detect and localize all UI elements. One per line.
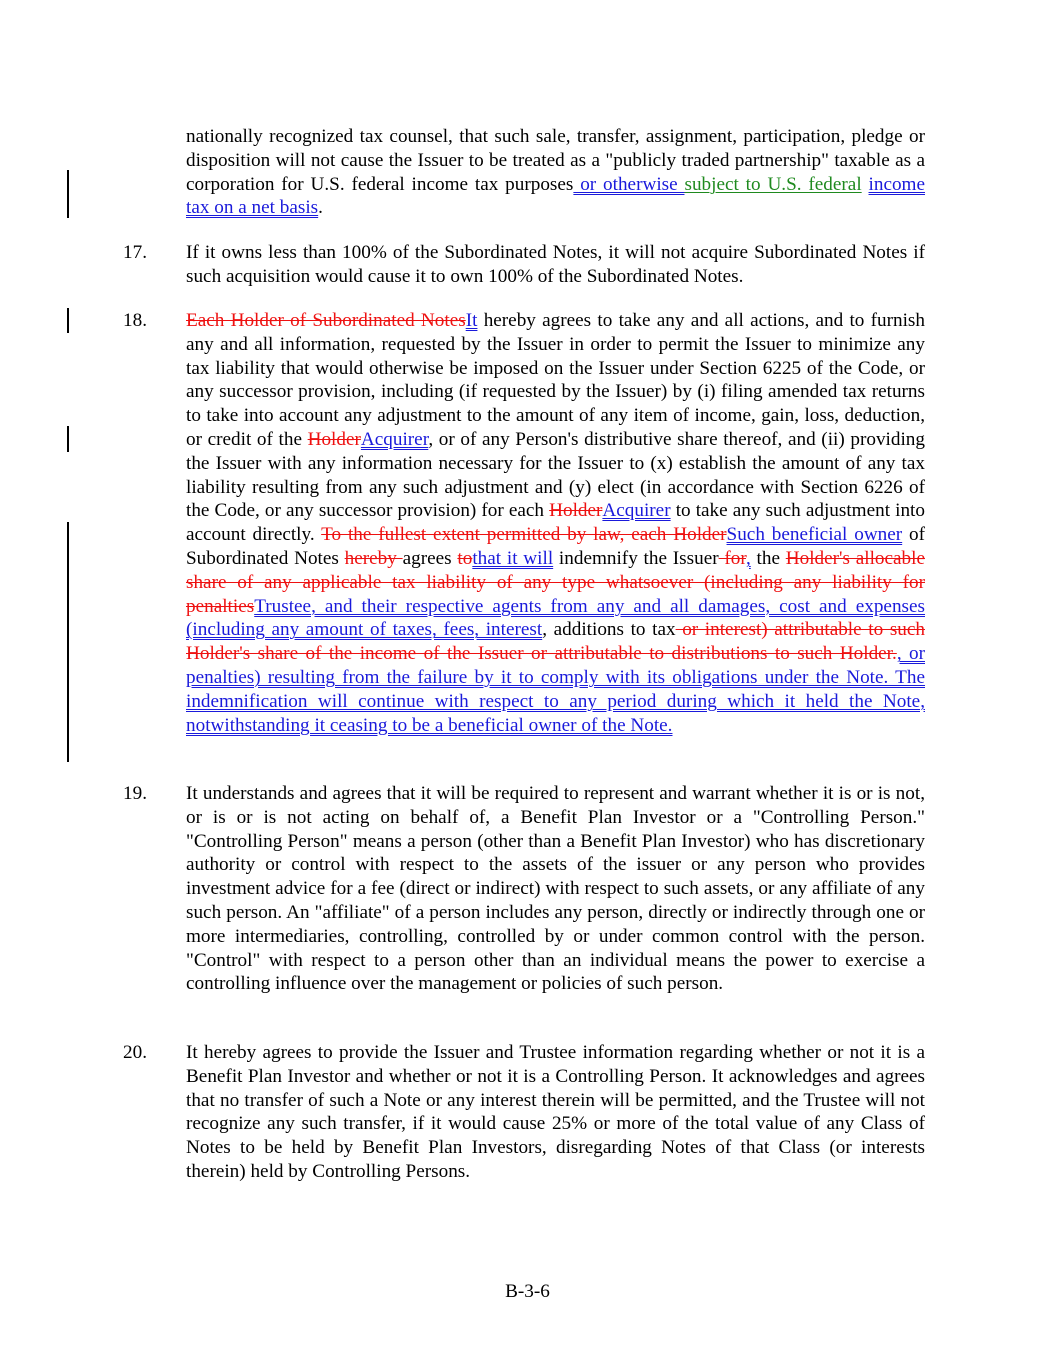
item-19-text [186,782,925,996]
deleted-text: Holder [549,500,603,522]
body-text: indemnify the Issuer [553,547,719,569]
inserted-text: It [465,310,478,331]
inserted-text: that it will [472,547,554,569]
body-text: to take any such adjustment into account directly. [186,500,925,546]
deleted-text: Each Holder of Subordinated Notes [186,310,466,331]
body-text: nationally recognized tax counsel, that such sale, transfer, assignment, participation, pledge or disposition will not cause the Issuer to be treated as a "publicly traded partnership" taxable as a corporation for U.S. federal income tax purposes [186,126,925,195]
inserted-text: Acquirer [360,428,429,450]
body-text: of Subordinated Notes [186,524,925,569]
body-text: It understands and agrees that it will be required to represent and warrant whether it is or is not, or is or is not acting on behalf of, a Benefit Plan Investor or a "Controlling Person." "Controlling Person" means a person (other than a Benefit Plan Investor) who has discretionary authority or control with respect to the assets of the issuer or any person who provides investment advice for a fee (direct or indirect) with respect to such assets, or any affiliate of any such person. An "affiliate" of a person includes any person, directly or indirectly through one or more intermediaries, controlling, controlled by or under common control with the person. "Control" with respect to a person other than an individual means the power to exercise a controlling influence over the management or policies of such person. [186,783,925,995]
change-bar [67,522,69,762]
deleted-text: or interest) attributable to such Holder's share of the income of the Issuer or attributable to distributions to such Holder. [186,619,925,665]
page-number: B-3-6 [505,1281,550,1302]
body-text: It hereby agrees to provide the Issuer and Trustee information regarding whether or not it is a Benefit Plan Investor and whether or not it is a Controlling Person. It acknowledges and agrees that no transfer of such a Note or any interest therein will be permitted, and the Trustee will not recognize any such transfer, if it would cause 25% or more of the total value of any Class of Notes to be held by Benefit Plan Investors, disregarding Notes of that Class (or interests therein) held by Controlling Persons. [186,1042,925,1182]
item-20-text [186,1041,925,1184]
item-number: 19. [123,783,147,804]
body-text: hereby agrees to take any and all actions, and to furnish any and all information, requested by the Issuer in order to permit the Issuer to minimize any tax liability that would otherwise be imposed on the Issuer under Section 6225 of the Code, or any successor provision, including (if requested by the Issuer) by (i) filing amended tax returns to take into account any adjustment to the amount of any item of income, gain, loss, deduction, or credit of the [186,310,925,450]
deleted-text: Holder [307,428,361,450]
inserted-text: Acquirer [602,500,671,522]
body-text: , or of any Person's distributive share thereof, and (ii) providing the Issuer with any information necessary for the Issuer to (x) establish the amount of any tax liability resulting from any such adjustment and (y) elect (in accordance with Section 6226 of the Code, or any successor provision) for each [186,428,925,522]
item-number: 20. [123,1042,147,1063]
deleted-text: Holder's allocable share of any applicable tax liability of any type whatsoever (including any liability for penalties [186,547,925,617]
change-bar [67,170,69,218]
deleted-text: hereby [344,547,403,569]
deleted-text: To the fullest extent permitted by law, each Holder [321,524,727,546]
moved-text: subject to U.S. federal [684,173,862,195]
item-18-text [186,309,925,737]
inserted-text: , or penalties) resulting from the failure by it to comply with its obligations under the Note. The indemnification will continue with respect to any period during which it held the Note, notwithstanding it ceasing to be a beneficial owner of the Note. [186,643,925,736]
item-number: 18. [123,310,147,331]
inserted-text: income tax on a net basis [186,173,925,219]
paragraph-continuation [186,125,925,220]
inserted-text: , [745,547,751,569]
body-text: If it owns less than 100% of the Subordinated Notes, it will not acquire Subordinated Notes if such acquisition would cause it to own 100% of the Subordinated Notes. [186,242,925,287]
body-text: . [318,197,323,219]
body-text: agrees [402,547,458,569]
body-text [862,174,869,195]
change-bar [67,308,69,333]
inserted-text: Trustee, and their respective agents from any and all damages, cost and expenses (including any amount of taxes, fees, interest [186,595,925,641]
deleted-text: to [457,547,473,569]
deleted-text: for [718,547,746,569]
change-bar [67,426,69,452]
inserted-text: or otherwise [573,173,685,195]
inserted-text: Such beneficial owner [726,524,903,546]
item-17-text [186,241,925,289]
body-text: , additions to tax [542,619,676,641]
body-text: the [750,547,786,569]
item-number: 17. [123,242,147,263]
